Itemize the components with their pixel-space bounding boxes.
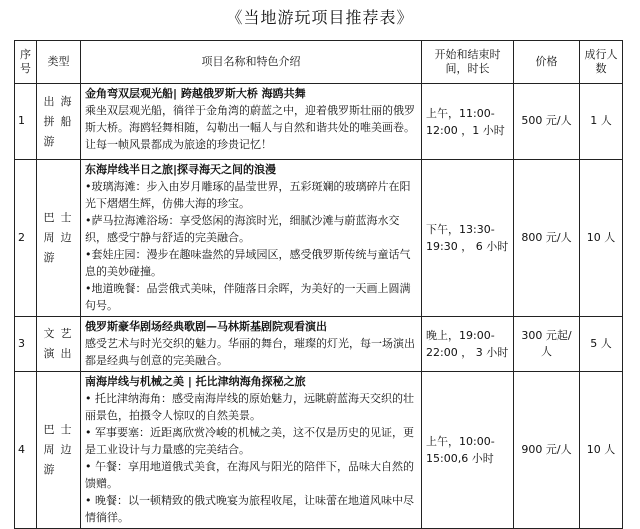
- row-detail: • 军事要塞：近距离欣赏冷峻的机械之美，这不仅是历史的见证，更是工业设计与力量感的完美结合。: [85, 426, 414, 456]
- header-price: 价格: [514, 41, 580, 84]
- row-price: 500 元/人: [514, 84, 580, 160]
- table-row: [15, 160, 623, 317]
- table-row: [15, 84, 623, 160]
- header-seq: 序号: [15, 41, 37, 84]
- row-detail: •萨马拉海滩浴场：享受悠闲的海滨时光，细腻沙滩与蔚蓝海水交织，感受宁静与舒适的完美融合。: [85, 214, 400, 244]
- row-seq: 1: [15, 84, 37, 160]
- row-time: 晚上，19:00-22:00 ， 3 小时: [422, 317, 514, 372]
- row-seq: 3: [15, 317, 37, 372]
- row-seq: 2: [15, 160, 37, 317]
- row-type: 巴士周边游: [37, 160, 81, 317]
- row-heading: 俄罗斯豪华剧场经典歌剧—马林斯基剧院观看演出: [85, 320, 327, 333]
- row-detail: • 午餐：享用地道俄式美食，在海风与阳光的陪伴下，品味大自然的馈赠。: [85, 460, 414, 490]
- row-detail: • 晚餐：以一顿精致的俄式晚宴为旅程收尾，让味蕾在地道风味中尽情徜徉。: [85, 494, 414, 524]
- header-type: 类型: [37, 41, 81, 84]
- row-people: 10 人: [580, 372, 623, 529]
- row-description: [81, 160, 422, 317]
- row-people: 10 人: [580, 160, 623, 317]
- row-type: 出海拼船游: [37, 84, 81, 160]
- row-heading: 南海岸线与机械之美 | 托比津纳海角探秘之旅: [85, 375, 306, 388]
- row-price: 800 元/人: [514, 160, 580, 317]
- row-time: 下午，13:30-19:30 ， 6 小时: [422, 160, 514, 317]
- table-row: [15, 317, 623, 372]
- row-time: 上午，10:00-15:00,6 小时: [422, 372, 514, 529]
- row-detail: •玻璃海滩：步入由岁月雕琢的晶莹世界，五彩斑斓的玻璃碎片在阳光下熠熠生辉，仿佛大海的珍宝。: [85, 180, 411, 210]
- row-time: 上午，11:00-12:00 ，1 小时: [422, 84, 514, 160]
- row-description: [81, 317, 422, 372]
- row-detail: •地道晚餐：品尝俄式美味，伴随落日余晖，为美好的一天画上圆满句号。: [85, 282, 411, 312]
- table-row: [15, 372, 623, 529]
- recommendation-table: [14, 40, 623, 529]
- row-type: 巴士周边游: [37, 372, 81, 529]
- row-heading: 金角弯双层观光船| 跨越俄罗斯大桥 海鸥共舞: [85, 87, 306, 100]
- row-detail: •套娃庄园：漫步在趣味盎然的异域园区，感受俄罗斯传统与童话气息的美妙碰撞。: [85, 248, 411, 278]
- header-people: 成行人数: [580, 41, 623, 84]
- header-name: 项目名称和特色介绍: [81, 41, 422, 84]
- table-header-row: [15, 41, 623, 84]
- row-people: 5 人: [580, 317, 623, 372]
- row-type: 文艺演出: [37, 317, 81, 372]
- row-description: [81, 84, 422, 160]
- header-time: 开始和结束时间，时长: [422, 41, 514, 84]
- row-price: 900 元/人: [514, 372, 580, 529]
- row-detail: 感受艺术与时光交织的魅力。华丽的舞台，璀璨的灯光，每一场演出都是经典与创意的完美融合。: [85, 337, 415, 367]
- row-price: 300 元起/人: [514, 317, 580, 372]
- row-detail: 乘坐双层观光船，徜徉于金角湾的蔚蓝之中，迎着俄罗斯壮丽的俄罗斯大桥。海鸥轻舞相随，勾勒出一幅人与自然和谐共处的唯美画卷。让每一帧风景都成为旅途的珍贵记忆！: [85, 104, 415, 151]
- row-people: 1 人: [580, 84, 623, 160]
- row-detail: • 托比津纳海角：感受南海岸线的原始魅力，远眺蔚蓝海天交织的壮丽景色，拍摄令人惊叹的自然美景。: [85, 392, 414, 422]
- row-heading: 东海岸线半日之旅|探寻海天之间的浪漫: [85, 163, 277, 176]
- document-title: 《当地游玩项目推荐表》: [226, 8, 414, 27]
- row-description: [81, 372, 422, 529]
- row-seq: 4: [15, 372, 37, 529]
